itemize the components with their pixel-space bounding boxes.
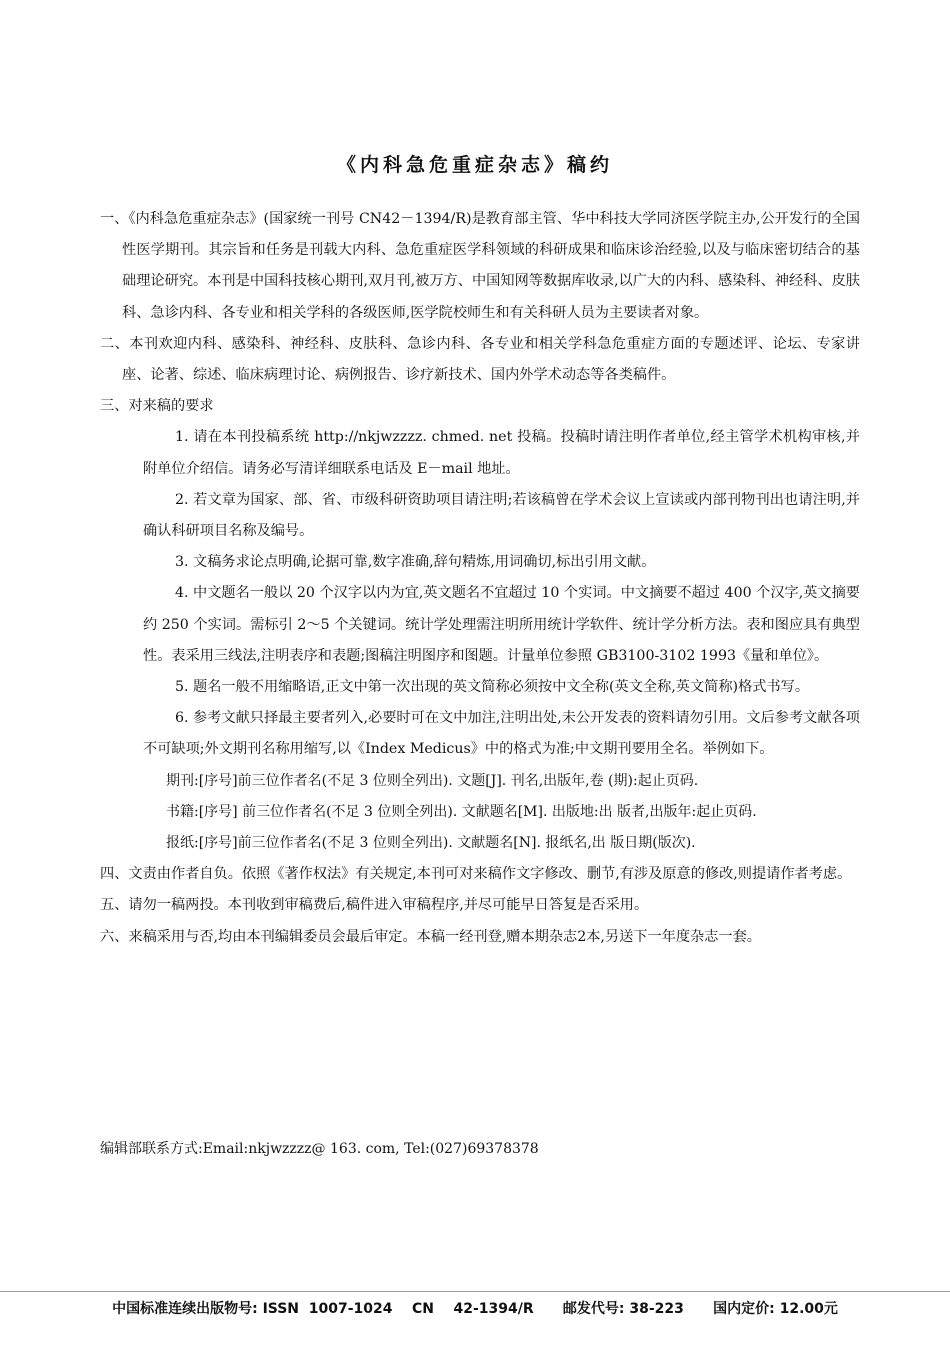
publication-info-footer: 中国标准连续出版物号: ISSN 1007-1024 CN 42-1394/R 邮发代号: 38-223 国内定价: 12.00元 <box>112 1301 838 1317</box>
section-4: 四、文责由作者自负。依照《著作权法》有关规定,本刊可对来稿作文字修改、删节,有涉及原意的修改,则提请作者考虑。 <box>100 866 852 883</box>
requirement-6: 6. 参考文献只择最主要者列入,必要时可在文中加注,注明出处,未公开发表的资料请勿引用。文后参考文献各项不可缺项;外文期刊名称用缩写,以《Index Medicus》中的格式为准;中文期刊要用全名。举例如下。 <box>143 710 860 758</box>
section-6: 六、来稿采用与否,均由本刊编辑委员会最后审定。本稿一经刊登,赠本期杂志2本,另送下一年度杂志一套。 <box>100 928 761 945</box>
footer-divider <box>0 1291 950 1292</box>
reference-example-book: 书籍:[序号] 前三位作者名(不足 3 位则全列出). 文献题名[M]. 出版地:出 版者,出版年:起止页码. <box>166 803 757 820</box>
section-1: 一、《内科急危重症杂志》(国家统一刊号 CN42－1394/R)是教育部主管、华中科技大学同济医学院主办,公开发行的全国性医学期刊。其宗旨和任务是刊载大内科、急危重症医学科领域的科研成果和临床诊治经验,以及与临床密切结合的基础理论研究。本刊是中国科技核心期刊,双月刊,被万方、中国知网等数据库收录,以广大的内科、感染科、神经科、皮肤科、急诊内科、各专业和相关学科的各级医师,医学院校师生和有关科研人员为主要读者对象。 <box>100 211 860 321</box>
page-title: 《内科急危重症杂志》稿约 <box>336 154 613 176</box>
requirement-2: 2. 若文章为国家、部、省、市级科研资助项目请注明;若该稿曾在学术会议上宣读或内部刊物刊出也请注明,并确认科研项目名称及编号。 <box>143 491 860 540</box>
reference-example-journal: 期刊:[序号]前三位作者名(不足 3 位则全列出). 文题[J]. 刊名,出版年,卷 (期):起止页码. <box>166 772 699 789</box>
editorial-contact: 编辑部联系方式:Email:nkjwzzzz@ 163. com, Tel:(027)69378378 <box>100 1141 539 1157</box>
section-2: 二、本刊欢迎内科、感染科、神经科、皮肤科、急诊内科、各专业和相关学科急危重症方面的专题述评、论坛、专家讲座、论著、综述、临床病理讨论、病例报告、诊疗新技术、国内外学术动态等各类稿件。 <box>100 335 860 384</box>
requirement-4: 4. 中文题名一般以 20 个汉字以内为宜,英文题名不宜超过 10 个实词。中文摘要不超过 400 个汉字,英文摘要约 250 个实词。需标引 2～5 个关键词。统计学处理需注明所用统计学软件、统计学分析方法。表和图应具有典型性。表采用三线法,注明表序和表题;图稿注明图序和图题。计量单位参照 GB3100-3102 1993《量和单位》。 <box>143 585 860 664</box>
requirement-3: 3. 文稿务求论点明确,论据可靠,数字准确,辞句精炼,用词确切,标出引用文献。 <box>175 554 656 571</box>
reference-example-newspaper: 报纸:[序号]前三位作者名(不足 3 位则全列出). 文献题名[N]. 报纸名,出 版日期(版次). <box>166 835 696 852</box>
requirement-1: 1. 请在本刊投稿系统 http://nkjwzzzz. chmed. net 投稿。投稿时请注明作者单位,经主管学术机构审核,并附单位介绍信。请务必写清详细联系电话及 E－mail 地址。 <box>143 429 860 477</box>
article-body <box>100 204 860 953</box>
requirement-5: 5. 题名一般不用缩略语,正文中第一次出现的英文简称必须按中文全称(英文全称,英文简称)格式书写。 <box>175 679 810 696</box>
section-3-heading: 三、对来稿的要求 <box>100 398 214 415</box>
section-5: 五、请勿一稿两投。本刊收到审稿费后,稿件进入审稿程序,并尽可能早日答复是否采用。 <box>100 897 649 914</box>
